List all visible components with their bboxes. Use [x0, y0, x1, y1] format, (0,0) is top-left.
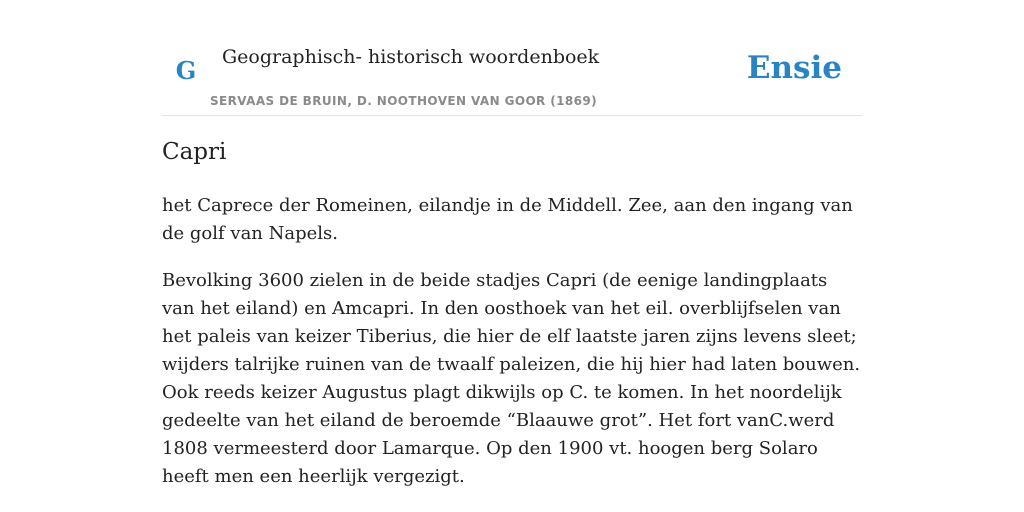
entry-paragraph: het Caprece der Romeinen, eilandje in de Middell. Zee, aan den ingang van de golf van Napels.: [162, 195, 853, 244]
entry-paragraph: Bevolking 3600 zielen in de beide stadjes Capri (de eenige landingplaats van het eiland) en Amcapri. In den oosthoek van het eil. overblijfselen van het paleis van keizer Tiberius, die hier de elf laatste jaren zijns levens sleet; wijders talrijke ruinen van de twaalf paleizen, die hij hier had laten bouwen. Ook reeds keizer Augustus plagt dikwijls op C. te komen. In het noordelijk gedeelte van het eiland de beroemde “Blaauwe grot”. Het fort vanC.werd 1808 vermeesterd door Lamarque. Op den 1900 vt. hoogen berg Solaro heeft men een heerlijk vergezigt.: [162, 270, 861, 487]
entry-content: [162, 192, 862, 510]
book-authors: SERVAAS DE BRUIN, D. NOOTHOVEN VAN GOOR (1869): [210, 94, 598, 108]
book-header: [162, 36, 862, 116]
book-title[interactable]: Geographisch- historisch woordenboek: [222, 46, 600, 68]
ensie-logo[interactable]: Ensie: [746, 50, 842, 86]
entry-title: Capri: [162, 139, 227, 165]
book-logo[interactable]: G: [175, 55, 197, 85]
